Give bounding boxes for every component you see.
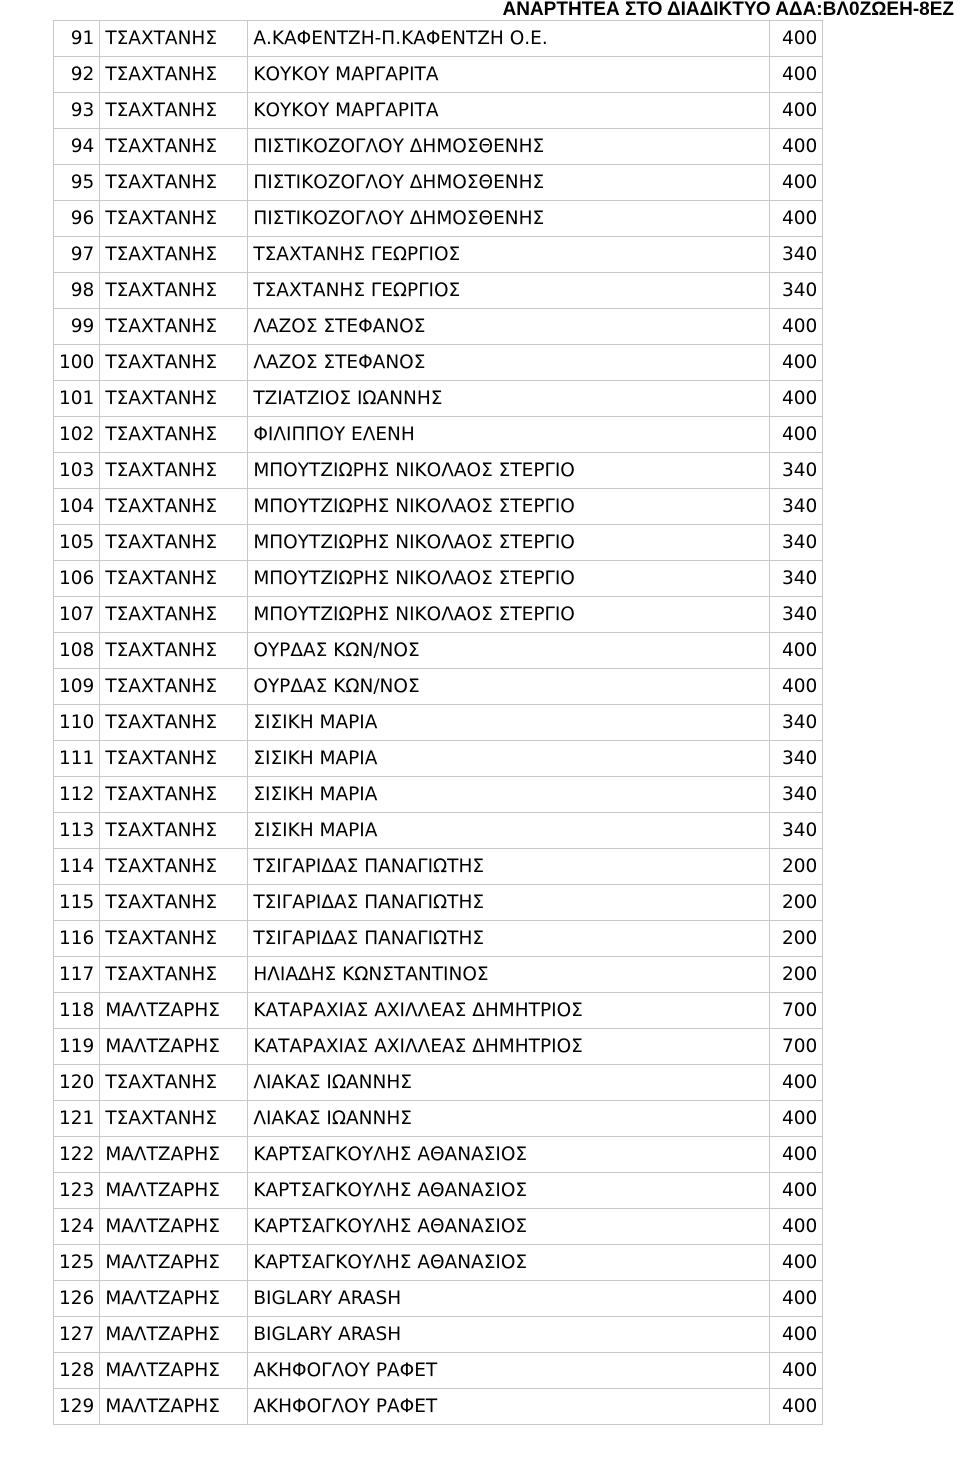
beneficiary-name-cell: ΤΣΙΓΑΡΙΔΑΣ ΠΑΝΑΓΙΩΤΗΣ: [248, 849, 770, 885]
row-number-cell: 99: [54, 309, 100, 345]
table-row: [54, 453, 823, 489]
beneficiary-name-cell: ΤΖΙΑΤΖΙΟΣ ΙΩΑΝΝΗΣ: [248, 381, 770, 417]
table-row: [54, 885, 823, 921]
department-cell: ΤΣΑΧΤΑΝΗΣ: [100, 1065, 248, 1101]
amount-cell: 340: [770, 561, 823, 597]
row-number-cell: 107: [54, 597, 100, 633]
beneficiary-name-cell: Α.ΚΑΦΕΝΤΖΗ-Π.ΚΑΦΕΝΤΖΗ Ο.Ε.: [248, 21, 770, 57]
department-cell: ΤΣΑΧΤΑΝΗΣ: [100, 633, 248, 669]
department-cell: ΤΣΑΧΤΑΝΗΣ: [100, 1101, 248, 1137]
table-row: [54, 1317, 823, 1353]
row-number-cell: 112: [54, 777, 100, 813]
beneficiary-name-cell: ΚΑΡΤΣΑΓΚΟΥΛΗΣ ΑΘΑΝΑΣΙΟΣ: [248, 1173, 770, 1209]
department-cell: ΤΣΑΧΤΑΝΗΣ: [100, 561, 248, 597]
table-row: [54, 525, 823, 561]
department-cell: ΤΣΑΧΤΑΝΗΣ: [100, 381, 248, 417]
beneficiary-name-cell: ΣΙΣΙΚΗ ΜΑΡΙΑ: [248, 741, 770, 777]
table-row: [54, 633, 823, 669]
department-cell: ΤΣΑΧΤΑΝΗΣ: [100, 669, 248, 705]
department-cell: ΤΣΑΧΤΑΝΗΣ: [100, 705, 248, 741]
beneficiary-name-cell: ΣΙΣΙΚΗ ΜΑΡΙΑ: [248, 777, 770, 813]
row-number-cell: 126: [54, 1281, 100, 1317]
table-row: [54, 201, 823, 237]
row-number-cell: 118: [54, 993, 100, 1029]
row-number-cell: 106: [54, 561, 100, 597]
row-number-cell: 125: [54, 1245, 100, 1281]
table-row: [54, 129, 823, 165]
beneficiary-name-cell: ΤΣΑΧΤΑΝΗΣ ΓΕΩΡΓΙΟΣ: [248, 273, 770, 309]
row-number-cell: 110: [54, 705, 100, 741]
department-cell: ΜΑΛΤΖΑΡΗΣ: [100, 1209, 248, 1245]
beneficiary-name-cell: ΠΙΣΤΙΚΟΖΟΓΛΟΥ ΔΗΜΟΣΘΕΝΗΣ: [248, 201, 770, 237]
amount-cell: 400: [770, 1389, 823, 1425]
ledger-body: [54, 21, 823, 1425]
department-cell: ΤΣΑΧΤΑΝΗΣ: [100, 597, 248, 633]
table-row: [54, 1173, 823, 1209]
beneficiary-name-cell: ΚΟΥΚΟΥ ΜΑΡΓΑΡΙΤΑ: [248, 57, 770, 93]
department-cell: ΤΣΑΧΤΑΝΗΣ: [100, 777, 248, 813]
amount-cell: 400: [770, 165, 823, 201]
amount-cell: 340: [770, 741, 823, 777]
row-number-cell: 129: [54, 1389, 100, 1425]
amount-cell: 400: [770, 21, 823, 57]
row-number-cell: 92: [54, 57, 100, 93]
department-cell: ΤΣΑΧΤΑΝΗΣ: [100, 489, 248, 525]
table-row: [54, 561, 823, 597]
table-row: [54, 921, 823, 957]
department-cell: ΜΑΛΤΖΑΡΗΣ: [100, 1281, 248, 1317]
amount-cell: 400: [770, 129, 823, 165]
table-row: [54, 813, 823, 849]
table-row: [54, 1029, 823, 1065]
department-cell: ΤΣΑΧΤΑΝΗΣ: [100, 813, 248, 849]
table-row: [54, 1389, 823, 1425]
department-cell: ΜΑΛΤΖΑΡΗΣ: [100, 1353, 248, 1389]
row-number-cell: 115: [54, 885, 100, 921]
beneficiary-name-cell: ΣΙΣΙΚΗ ΜΑΡΙΑ: [248, 705, 770, 741]
beneficiary-name-cell: ΚΑΡΤΣΑΓΚΟΥΛΗΣ ΑΘΑΝΑΣΙΟΣ: [248, 1209, 770, 1245]
table-row: [54, 957, 823, 993]
beneficiary-name-cell: ΜΠΟΥΤΖΙΩΡΗΣ ΝΙΚΟΛΑΟΣ ΣΤΕΡΓΙΟ: [248, 525, 770, 561]
amount-cell: 400: [770, 381, 823, 417]
department-cell: ΤΣΑΧΤΑΝΗΣ: [100, 453, 248, 489]
table-row: [54, 57, 823, 93]
table-row: [54, 993, 823, 1029]
amount-cell: 400: [770, 1281, 823, 1317]
amount-cell: 400: [770, 1317, 823, 1353]
amount-cell: 340: [770, 525, 823, 561]
beneficiary-name-cell: ΚΑΤΑΡΑΧΙΑΣ ΑΧΙΛΛΕΑΣ ΔΗΜΗΤΡΙΟΣ: [248, 1029, 770, 1065]
beneficiary-name-cell: ΦΙΛΙΠΠΟΥ ΕΛΕΝΗ: [248, 417, 770, 453]
table-row: [54, 273, 823, 309]
amount-cell: 340: [770, 273, 823, 309]
department-cell: ΤΣΑΧΤΑΝΗΣ: [100, 129, 248, 165]
department-cell: ΤΣΑΧΤΑΝΗΣ: [100, 741, 248, 777]
table-row: [54, 1209, 823, 1245]
table-row: [54, 1353, 823, 1389]
table-row: [54, 489, 823, 525]
beneficiary-name-cell: ΚΑΡΤΣΑΓΚΟΥΛΗΣ ΑΘΑΝΑΣΙΟΣ: [248, 1245, 770, 1281]
department-cell: ΜΑΛΤΖΑΡΗΣ: [100, 1245, 248, 1281]
amount-cell: 400: [770, 201, 823, 237]
amount-cell: 340: [770, 453, 823, 489]
amount-cell: 340: [770, 777, 823, 813]
row-number-cell: 95: [54, 165, 100, 201]
table-row: [54, 345, 823, 381]
department-cell: ΜΑΛΤΖΑΡΗΣ: [100, 993, 248, 1029]
amount-cell: 400: [770, 57, 823, 93]
row-number-cell: 114: [54, 849, 100, 885]
department-cell: ΤΣΑΧΤΑΝΗΣ: [100, 165, 248, 201]
amount-cell: 400: [770, 1173, 823, 1209]
row-number-cell: 94: [54, 129, 100, 165]
row-number-cell: 96: [54, 201, 100, 237]
amount-cell: 200: [770, 957, 823, 993]
row-number-cell: 121: [54, 1101, 100, 1137]
department-cell: ΤΣΑΧΤΑΝΗΣ: [100, 273, 248, 309]
beneficiary-name-cell: ΟΥΡΔΑΣ ΚΩΝ/ΝΟΣ: [248, 633, 770, 669]
beneficiary-name-cell: ΛΑΖΟΣ ΣΤΕΦΑΝΟΣ: [248, 309, 770, 345]
beneficiary-name-cell: ΜΠΟΥΤΖΙΩΡΗΣ ΝΙΚΟΛΑΟΣ ΣΤΕΡΓΙΟ: [248, 489, 770, 525]
department-cell: ΤΣΑΧΤΑΝΗΣ: [100, 417, 248, 453]
beneficiary-name-cell: ΣΙΣΙΚΗ ΜΑΡΙΑ: [248, 813, 770, 849]
row-number-cell: 128: [54, 1353, 100, 1389]
table-row: [54, 1245, 823, 1281]
department-cell: ΤΣΑΧΤΑΝΗΣ: [100, 201, 248, 237]
department-cell: ΤΣΑΧΤΑΝΗΣ: [100, 93, 248, 129]
row-number-cell: 117: [54, 957, 100, 993]
amount-cell: 340: [770, 813, 823, 849]
table-row: [54, 669, 823, 705]
amount-cell: 400: [770, 93, 823, 129]
department-cell: ΤΣΑΧΤΑΝΗΣ: [100, 525, 248, 561]
amount-cell: 400: [770, 633, 823, 669]
table-row: [54, 1281, 823, 1317]
table-row: [54, 309, 823, 345]
department-cell: ΜΑΛΤΖΑΡΗΣ: [100, 1137, 248, 1173]
beneficiary-name-cell: ΠΙΣΤΙΚΟΖΟΓΛΟΥ ΔΗΜΟΣΘΕΝΗΣ: [248, 165, 770, 201]
beneficiary-name-cell: ΛΑΖΟΣ ΣΤΕΦΑΝΟΣ: [248, 345, 770, 381]
department-cell: ΤΣΑΧΤΑΝΗΣ: [100, 885, 248, 921]
row-number-cell: 120: [54, 1065, 100, 1101]
row-number-cell: 101: [54, 381, 100, 417]
row-number-cell: 104: [54, 489, 100, 525]
amount-cell: 200: [770, 885, 823, 921]
table-row: [54, 705, 823, 741]
table-row: [54, 417, 823, 453]
table-row: [54, 597, 823, 633]
page-header: ΑΝΑΡΤΗΤΕΑ ΣΤΟ ΔΙΑΔΙΚΤΥΟ ΑΔΑ:ΒΛ0ΖΩΕΗ-8ΕΖ: [502, 0, 954, 20]
amount-cell: 400: [770, 417, 823, 453]
beneficiary-name-cell: ΛΙΑΚΑΣ ΙΩΑΝΝΗΣ: [248, 1065, 770, 1101]
amount-cell: 400: [770, 1209, 823, 1245]
amount-cell: 400: [770, 345, 823, 381]
amount-cell: 400: [770, 1101, 823, 1137]
table-row: [54, 1065, 823, 1101]
beneficiary-name-cell: ΑΚΗΦΟΓΛΟΥ ΡΑΦΕΤ: [248, 1389, 770, 1425]
table-row: [54, 237, 823, 273]
row-number-cell: 91: [54, 21, 100, 57]
amount-cell: 340: [770, 705, 823, 741]
amount-cell: 400: [770, 309, 823, 345]
table-row: [54, 777, 823, 813]
amount-cell: 400: [770, 1353, 823, 1389]
beneficiary-name-cell: ΛΙΑΚΑΣ ΙΩΑΝΝΗΣ: [248, 1101, 770, 1137]
amount-cell: 400: [770, 1065, 823, 1101]
beneficiary-name-cell: ΠΙΣΤΙΚΟΖΟΓΛΟΥ ΔΗΜΟΣΘΕΝΗΣ: [248, 129, 770, 165]
beneficiary-name-cell: ΟΥΡΔΑΣ ΚΩΝ/ΝΟΣ: [248, 669, 770, 705]
row-number-cell: 124: [54, 1209, 100, 1245]
department-cell: ΤΣΑΧΤΑΝΗΣ: [100, 921, 248, 957]
amount-cell: 340: [770, 489, 823, 525]
department-cell: ΜΑΛΤΖΑΡΗΣ: [100, 1029, 248, 1065]
beneficiary-name-cell: ΜΠΟΥΤΖΙΩΡΗΣ ΝΙΚΟΛΑΟΣ ΣΤΕΡΓΙΟ: [248, 453, 770, 489]
amount-cell: 700: [770, 1029, 823, 1065]
row-number-cell: 103: [54, 453, 100, 489]
amount-cell: 340: [770, 597, 823, 633]
row-number-cell: 123: [54, 1173, 100, 1209]
table-row: [54, 1101, 823, 1137]
department-cell: ΤΣΑΧΤΑΝΗΣ: [100, 309, 248, 345]
table-row: [54, 849, 823, 885]
department-cell: ΤΣΑΧΤΑΝΗΣ: [100, 57, 248, 93]
amount-cell: 200: [770, 921, 823, 957]
amount-cell: 700: [770, 993, 823, 1029]
row-number-cell: 102: [54, 417, 100, 453]
beneficiary-name-cell: ΜΠΟΥΤΖΙΩΡΗΣ ΝΙΚΟΛΑΟΣ ΣΤΕΡΓΙΟ: [248, 597, 770, 633]
amount-cell: 340: [770, 237, 823, 273]
department-cell: ΜΑΛΤΖΑΡΗΣ: [100, 1389, 248, 1425]
row-number-cell: 93: [54, 93, 100, 129]
beneficiary-name-cell: ΤΣΑΧΤΑΝΗΣ ΓΕΩΡΓΙΟΣ: [248, 237, 770, 273]
table-row: [54, 1137, 823, 1173]
row-number-cell: 113: [54, 813, 100, 849]
row-number-cell: 105: [54, 525, 100, 561]
table-row: [54, 381, 823, 417]
table-row: [54, 21, 823, 57]
row-number-cell: 127: [54, 1317, 100, 1353]
beneficiary-name-cell: ΚΟΥΚΟΥ ΜΑΡΓΑΡΙΤΑ: [248, 93, 770, 129]
beneficiary-name-cell: ΜΠΟΥΤΖΙΩΡΗΣ ΝΙΚΟΛΑΟΣ ΣΤΕΡΓΙΟ: [248, 561, 770, 597]
table-row: [54, 93, 823, 129]
department-cell: ΤΣΑΧΤΑΝΗΣ: [100, 21, 248, 57]
row-number-cell: 97: [54, 237, 100, 273]
amount-cell: 400: [770, 669, 823, 705]
beneficiary-name-cell: BIGLARY ARASH: [248, 1281, 770, 1317]
row-number-cell: 98: [54, 273, 100, 309]
department-cell: ΤΣΑΧΤΑΝΗΣ: [100, 957, 248, 993]
ledger-table: [53, 20, 823, 1425]
amount-cell: 400: [770, 1245, 823, 1281]
row-number-cell: 109: [54, 669, 100, 705]
row-number-cell: 100: [54, 345, 100, 381]
amount-cell: 400: [770, 1137, 823, 1173]
beneficiary-name-cell: ΚΑΤΑΡΑΧΙΑΣ ΑΧΙΛΛΕΑΣ ΔΗΜΗΤΡΙΟΣ: [248, 993, 770, 1029]
department-cell: ΤΣΑΧΤΑΝΗΣ: [100, 345, 248, 381]
beneficiary-name-cell: ΑΚΗΦΟΓΛΟΥ ΡΑΦΕΤ: [248, 1353, 770, 1389]
row-number-cell: 111: [54, 741, 100, 777]
row-number-cell: 119: [54, 1029, 100, 1065]
row-number-cell: 122: [54, 1137, 100, 1173]
row-number-cell: 116: [54, 921, 100, 957]
table-row: [54, 741, 823, 777]
row-number-cell: 108: [54, 633, 100, 669]
department-cell: ΜΑΛΤΖΑΡΗΣ: [100, 1317, 248, 1353]
beneficiary-name-cell: ΗΛΙΑΔΗΣ ΚΩΝΣΤΑΝΤΙΝΟΣ: [248, 957, 770, 993]
beneficiary-name-cell: ΤΣΙΓΑΡΙΔΑΣ ΠΑΝΑΓΙΩΤΗΣ: [248, 885, 770, 921]
beneficiary-name-cell: ΤΣΙΓΑΡΙΔΑΣ ΠΑΝΑΓΙΩΤΗΣ: [248, 921, 770, 957]
department-cell: ΤΣΑΧΤΑΝΗΣ: [100, 849, 248, 885]
beneficiary-name-cell: BIGLARY ARASH: [248, 1317, 770, 1353]
department-cell: ΜΑΛΤΖΑΡΗΣ: [100, 1173, 248, 1209]
amount-cell: 200: [770, 849, 823, 885]
department-cell: ΤΣΑΧΤΑΝΗΣ: [100, 237, 248, 273]
beneficiary-name-cell: ΚΑΡΤΣΑΓΚΟΥΛΗΣ ΑΘΑΝΑΣΙΟΣ: [248, 1137, 770, 1173]
table-row: [54, 165, 823, 201]
